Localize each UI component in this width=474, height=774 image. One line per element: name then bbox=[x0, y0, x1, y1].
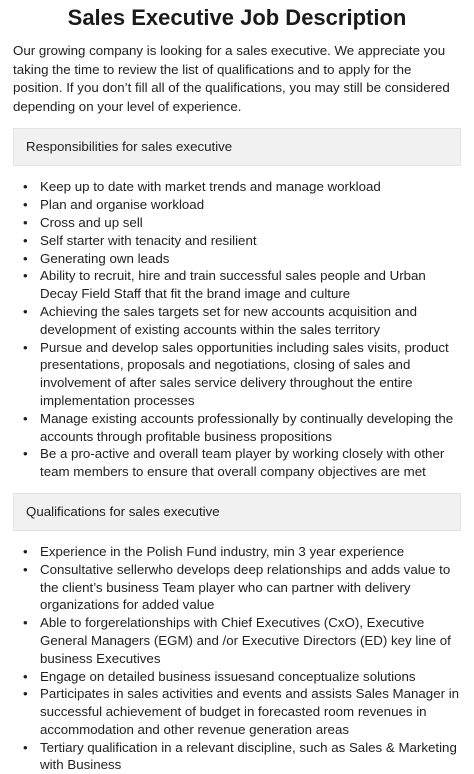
list-item bbox=[13, 267, 461, 303]
page-title: Sales Executive Job Description bbox=[67, 5, 407, 30]
list-item-text: Able to forgerelationships with Chief Executives (CxO), Executive General Managers (EGM) and /or Executive Directors (ED) key line of business Executives bbox=[40, 615, 451, 666]
list-item-text: Achieving the sales targets set for new accounts acquisition and development of existing accounts within the sales territory bbox=[40, 303, 417, 337]
bullet-icon: • bbox=[23, 250, 28, 266]
bullet-icon: • bbox=[23, 197, 28, 213]
bullet-icon: • bbox=[23, 615, 28, 631]
list-item bbox=[13, 196, 461, 214]
bullet-icon: • bbox=[23, 303, 28, 319]
bullet-icon: • bbox=[23, 543, 28, 559]
list-item bbox=[13, 614, 461, 667]
bullet-icon: • bbox=[23, 214, 28, 230]
list-item bbox=[13, 303, 461, 339]
list-item-text: Ability to recruit, hire and train successful sales people and Urban Decay Field Staff that fit the brand image and culture bbox=[40, 268, 426, 302]
bullet-icon: • bbox=[23, 179, 28, 195]
list-item-text: Participates in sales activities and events and assists Sales Manager in successful achievement of budget in forecasted room revenues in accommodation and other revenue generation areas bbox=[40, 686, 460, 737]
responsibilities-header: Responsibilities for sales executive bbox=[13, 128, 461, 166]
list-item-text: Self starter with tenacity and resilient bbox=[40, 232, 257, 248]
list-item-text: Manage existing accounts professionally by continually developing the accounts through profitable business propositions bbox=[40, 410, 454, 444]
qualifications-header: Qualifications for sales executive bbox=[13, 493, 461, 531]
list-item-text: Consultative sellerwho develops deep relationships and adds value to the client’s business Team player who can partner with delivery organizations for added value bbox=[40, 561, 451, 613]
bullet-icon: • bbox=[23, 232, 28, 248]
list-item bbox=[13, 445, 461, 481]
qualifications-list bbox=[13, 543, 461, 774]
list-item bbox=[13, 214, 461, 232]
intro-paragraph: Our growing company is looking for a sales executive. We appreciate you taking the time to review the list of qualifications and to apply for the position. If you don’t fill all of the qualifications, you may still be considered depending on your level of experience. bbox=[13, 43, 450, 114]
list-item bbox=[13, 739, 461, 774]
list-item bbox=[13, 178, 461, 196]
list-item bbox=[13, 232, 461, 250]
bullet-icon: • bbox=[23, 410, 28, 426]
list-item-text: Tertiary qualification in a relevant discipline, such as Sales & Marketing with Business bbox=[40, 739, 457, 773]
list-item bbox=[13, 410, 461, 446]
bullet-icon: • bbox=[23, 561, 28, 577]
list-item bbox=[13, 543, 461, 561]
bullet-icon: • bbox=[23, 339, 28, 355]
qualifications-section bbox=[13, 493, 461, 774]
bullet-icon: • bbox=[23, 668, 28, 684]
bullet-icon: • bbox=[23, 446, 28, 462]
list-item-text: Cross and up sell bbox=[40, 214, 143, 230]
list-item-text: Engage on detailed business issuesand conceptualize solutions bbox=[40, 668, 416, 684]
list-item bbox=[13, 561, 461, 614]
bullet-icon: • bbox=[23, 739, 28, 755]
list-item bbox=[13, 339, 461, 410]
list-item-text: Generating own leads bbox=[40, 250, 170, 266]
responsibilities-section bbox=[13, 128, 461, 481]
responsibilities-list bbox=[13, 178, 461, 481]
list-item bbox=[13, 250, 461, 268]
bullet-icon: • bbox=[23, 686, 28, 702]
list-item-text: Pursue and develop sales opportunities including sales visits, product presentations, proposals and negotiations, closing of sales and involvement of after sales service delivery throughout the entire implementation processes bbox=[40, 339, 449, 408]
list-item-text: Be a pro-active and overall team player by working closely with other team members to ensure that overall company objectives are met bbox=[40, 446, 445, 480]
list-item-text: Experience in the Polish Fund industry, min 3 year experience bbox=[40, 543, 405, 559]
list-item bbox=[13, 668, 461, 686]
list-item-text: Plan and organise workload bbox=[40, 197, 205, 213]
list-item-text: Keep up to date with market trends and manage workload bbox=[40, 179, 381, 195]
bullet-icon: • bbox=[23, 268, 28, 284]
list-item bbox=[13, 685, 461, 738]
